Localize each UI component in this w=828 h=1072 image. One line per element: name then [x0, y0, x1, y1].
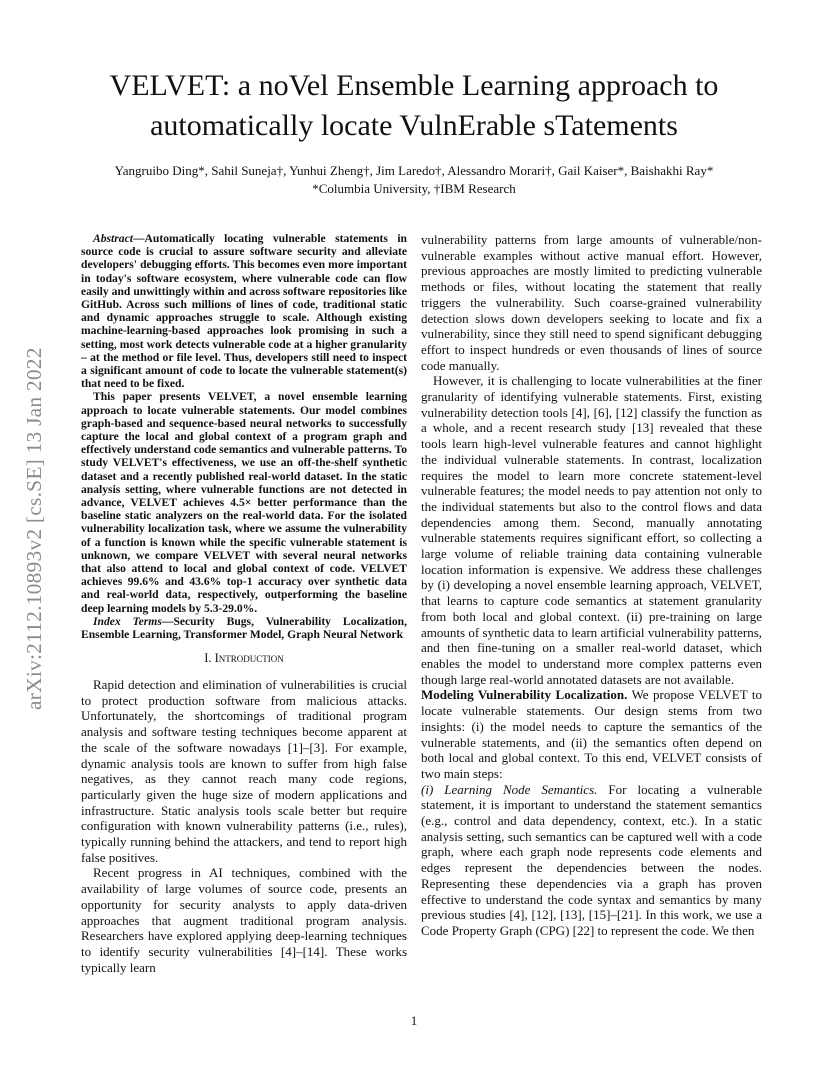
section-heading-introduction: I. Introduction	[204, 651, 284, 666]
author-list: Yangruibo Ding*, Sahil Suneja†, Yunhui Zheng†, Jim Laredo†, Alessandro Morari†, Gail Kaiser*, Baishakhi Ray*	[114, 163, 714, 178]
abstract-text-1: —Automatically locating vulnerable statements in source code is crucial to assure software security and alleviate developers' debugging efforts. This becomes even more important in today's software ecosystem, where vulnerable code can flow easily and unwittingly within and across software repositories like GitHub. Across such millions of lines of code, traditional static and dynamic approaches struggle to scale. Although existing machine-learning-based approaches look promising in such a setting, most work detects vulnerable code at a higher granularity – at the method or file level. Thus, developers still need to inspect a significant amount of code to locate the vulnerable statement(s) that need to be fixed.	[81, 232, 407, 391]
right-paragraph-1: vulnerability patterns from large amounts of vulnerable/non-vulnerable examples without active manual effort. However, previous approaches are mostly limited to predicting vulnerable methods or files, without locating the statement that really triggers the vulnerability. Such coarse-grained vulnerability detection slows down developers seeking to locate and fix a vulnerability, since they still need to spend significant debugging effort to inspect hundreds or even thousands of lines of source code manually.	[421, 232, 762, 373]
abstract-paragraph-2: This paper presents VELVET, a novel ensemble learning approach to locate vulnerable statements. Our model combines graph-based and sequence-based neural networks to successfully capture the local and global context of a program graph and effectively understand code semantics and vulnerable patterns. To study VELVET's effectiveness, we use an off-the-shelf synthetic dataset and a recently published real-world dataset. In the static analysis setting, where vulnerable functions are not detected in advance, VELVET achieves 4.5× better performance than the baseline static analyzers on the real-world data. For the isolated vulnerability localization task, where we assume the vulnerability of a function is known while the specific vulnerable statement is unknown, we compare VELVET with several neural networks that also attend to local and global context of code. VELVET achieves 99.6% and 43.6% top-1 accuracy over synthetic data and real-world data, respectively, outperforming the baseline deep learning models by 5.3-29.0%.	[81, 390, 407, 615]
node-semantics-text: For locating a vulnerable statement, it is important to understand the statement semantics (e.g., control and data dependency, context, etc.). In a static analysis setting, such semantics can be captured well with a code graph, where each graph node represents code elements and edges represent the dependencies between the nodes. Representing these dependencies via a graph has proven effective to understand the code syntax and semantics by many previous studies [4], [12], [13], [15]–[21]. In this work, we use a Code Property Graph (CPG) [22] to represent the code. We then	[421, 781, 763, 938]
right-column	[421, 232, 762, 939]
abstract-paragraph-1	[81, 232, 407, 390]
arxiv-stamp	[22, 347, 54, 742]
left-column	[81, 232, 407, 975]
right-paragraph-2: However, it is challenging to locate vulnerabilities at the finer granularity of identifying vulnerable statements. First, existing vulnerability detection tools [4], [6], [12] classify the function as a whole, and a recent research study [13] revealed that these tools learn high-level vulnerable features and cannot highlight the individual vulnerable statements. In contrast, localization requires the model to learn more concrete statement-level vulnerable features; the model needs to pay attention not only to the individual statements but also to the control flows and data dependencies among them. Second, manually annotating vulnerable statements requires significant effort, so collecting a large volume of reliable training data containing vulnerable location information is expensive. We address these challenges by (i) developing a novel ensemble learning approach, VELVET, that learns to capture code semantics at statement granularity from both local and global context. (ii) pre-training on large amounts of synthetic data to learn artificial vulnerability patterns, and then fine-tuning on a smaller real-world dataset, which enables the model to understand more complex patterns even though large real-world annotated datasets are not available.	[421, 373, 762, 687]
title-line-1: VELVET: a noVel Ensemble Learning approach to	[109, 69, 719, 102]
right-paragraph-4	[421, 782, 762, 939]
right-paragraph-3	[421, 687, 762, 781]
intro-paragraph-2: Recent progress in AI techniques, combined with the availability of large volumes of source code, presents an opportunity for security analysts to apply data-driven approaches that augment traditional program analysis. Researchers have explored applying deep-learning techniques to identify security vulnerabilities [4]–[14]. These works typically learn	[81, 865, 407, 975]
node-semantics-heading: (i) Learning Node Semantics.	[421, 781, 598, 797]
abstract-label: Abstract	[93, 232, 133, 245]
intro-paragraph-1: Rapid detection and elimination of vulnerabilities is crucial to protect production software from malicious attacks. Unfortunately, the shortcomings of traditional program analysis and software testing techniques become apparent at the scale of the software nowadays [1]–[3]. For example, dynamic analysis tools are known to suffer from high false negatives, as they cannot reach many code regions, particularly given the huge size of modern applications and infrastructure. Static analysis tools scale better but require configuration with known vulnerability patterns (i.e., rules), typically running behind the attackers, and tend to report high false positives.	[81, 677, 407, 865]
arxiv-id: arXiv:2112.10893v2 [cs.SE] 13 Jan 2022	[22, 347, 46, 710]
index-terms	[81, 615, 407, 641]
modeling-heading: Modeling Vulnerability Localization.	[421, 687, 628, 703]
modeling-text: We propose VELVET to locate vulnerable statements. Our design stems from two insights: (i) the model needs to capture the semantics of the vulnerable statements, and (ii) the semantics often depend on both local and global context. To this end, VELVET consists of two main steps:	[421, 687, 762, 781]
index-terms-text: —Security Bugs, Vulnerability Localization, Ensemble Learning, Transformer Model, Graph Neural Network	[81, 614, 407, 642]
paper-title	[40, 66, 788, 146]
affiliations: *Columbia University, †IBM Research	[312, 181, 516, 196]
index-terms-label: Index Terms	[93, 614, 162, 628]
title-line-2: automatically locate VulnErable sTatements	[150, 109, 678, 142]
page-number: 1	[410, 1013, 418, 1028]
